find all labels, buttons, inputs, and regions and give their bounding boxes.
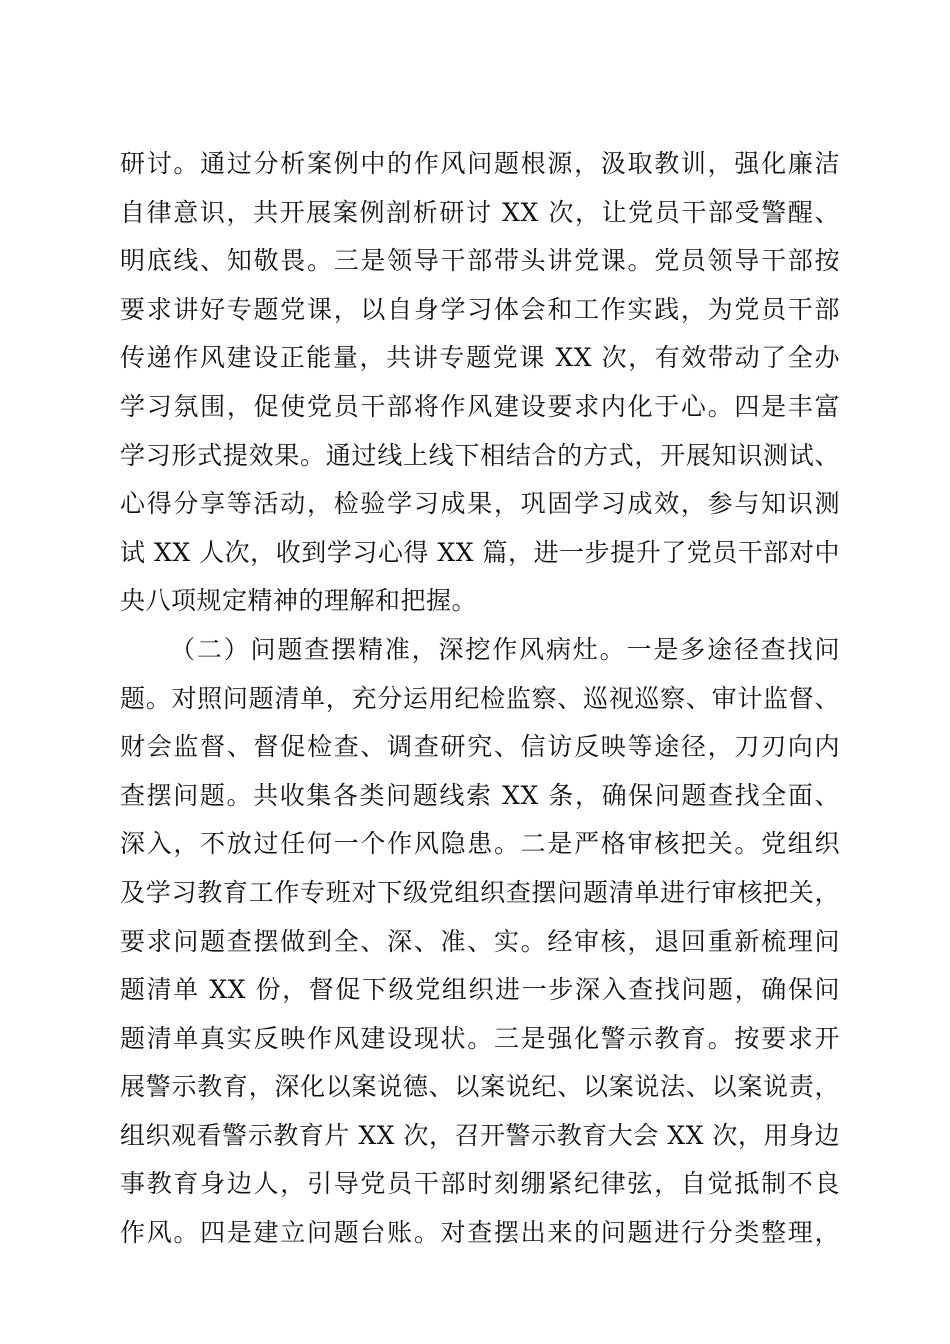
paragraph-line: 要求问题查摆做到全、深、准、实。经审核，退回重新梳理问 [120,926,840,956]
paragraph-line: 事教育身边人，引导党员干部时刻绷紧纪律弦，自觉抵制不良 [120,1169,840,1199]
paragraph-line: 展警示教育，深化以案说德、以案说纪、以案说法、以案说责， [120,1072,840,1102]
document-body [120,140,840,1258]
paragraph-problem-finding [120,626,840,1258]
paragraph-line: 研讨。通过分析案例中的作风问题根源，汲取教训，强化廉洁 [120,149,840,178]
paragraph-line: 明底线、知敬畏。三是领导干部带头讲党课。党员领导干部按 [120,246,840,276]
paragraph-line: 试 XX 人次，收到学习心得 XX 篇，进一步提升了党员干部对中 [120,537,840,567]
paragraph-line: 深入，不放过任何一个作风隐患。二是严格审核把关。党组织 [120,829,840,859]
paragraph-line: 学习氛围，促使党员干部将作风建设要求内化于心。四是丰富 [120,391,840,421]
paragraph-line: 题。对照问题清单，充分运用纪检监察、巡视巡察、审计监督、 [120,683,840,713]
paragraph-line: 组织观看警示教育片 XX 次，召开警示教育大会 XX 次，用身边 [120,1120,840,1150]
paragraph-line: 传递作风建设正能量，共讲专题党课 XX 次，有效带动了全办 [120,343,840,373]
paragraph-line: 题清单 XX 份，督促下级党组织进一步深入查找问题，确保问 [120,975,840,1005]
paragraph-line: 查摆问题。共收集各类问题线索 XX 条，确保问题查找全面、 [120,780,840,810]
paragraph-line: 要求讲好专题党课，以自身学习体会和工作实践，为党员干部 [120,294,840,324]
paragraph-line: 央八项规定精神的理解和把握。 [120,586,478,616]
paragraph-study-activities [120,140,840,626]
paragraph-line: 学习形式提效果。通过线上线下相结合的方式，开展知识测试、 [120,440,840,470]
paragraph-line: 心得分享等活动，检验学习成果，巩固学习成效，参与知识测 [120,489,840,519]
paragraph-line: 财会监督、督促检查、调查研究、信访反映等途径，刀刃向内 [120,732,840,762]
paragraph-line: 及学习教育工作专班对下级党组织查摆问题清单进行审核把关， [120,877,840,907]
paragraph-line: 自律意识，共开展案例剖析研讨 XX 次，让党员干部受警醒、 [120,197,840,227]
paragraph-line: 作风。四是建立问题台账。对查摆出来的问题进行分类整理， [120,1218,840,1248]
section-heading-line: （二）问题查摆精准，深挖作风病灶。一是多途径查找问 [170,634,840,664]
paragraph-line: 题清单真实反映作风建设现状。三是强化警示教育。按要求开 [120,1023,840,1053]
